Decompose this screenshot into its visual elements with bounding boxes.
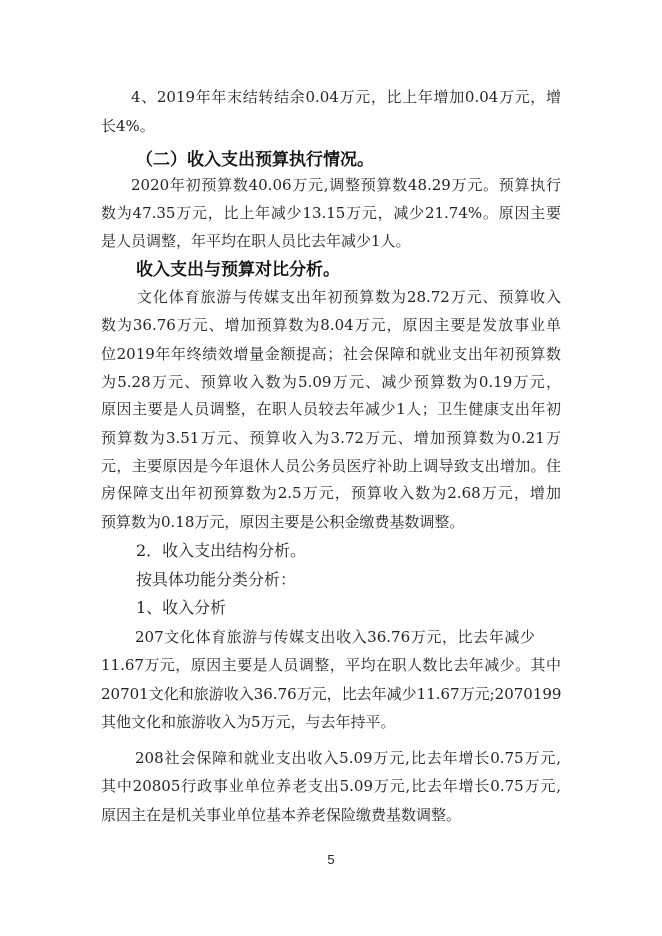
paragraph-line: 位2019年年终绩效增量金额提高；社会保障和就业支出年初预算数 [101,345,561,363]
paragraph-line: 房保障支出年初预算数为2.5万元，预算收入数为2.68万元，增加 [101,484,561,502]
paragraph-line: 原因主在是机关事业单位基本养老保险缴费基数调整。 [101,806,462,824]
paragraph-line: 是人员调整，年平均在职人员比去年减少1人。 [101,232,411,250]
page-number: 5 [327,852,335,867]
paragraph-line: 数为47.35万元，比上年减少13.15万元，减少21.74%。原因主要 [101,204,561,222]
paragraph-line: 11.67万元，原因主要是人员调整，平均在职人数比去年减少。其中 [101,656,561,674]
paragraph-line: 2020年初预算数40.06万元,调整预算数48.29万元。预算执行 [131,176,561,194]
paragraph-line: 其中20805行政事业单位养老支出5.09万元,比去年增长0.75万元, [101,777,561,795]
subsection-heading: 2．收入支出结构分析。 [136,541,307,560]
subsection-heading: 按具体功能分类分析： [136,570,297,589]
paragraph-line: 长4%。 [101,117,155,135]
paragraph-line: 其他文化和旅游收入为5万元，与去年持平。 [101,713,396,731]
subsection-heading: 1、收入分析 [136,598,227,617]
paragraph-line: 预算数为0.18万元，原因主要是公积金缴费基数调整。 [101,513,465,531]
section-heading: 收入支出与预算对比分析。 [136,260,340,280]
paragraph-line: 文化体育旅游与传媒支出年初预算数为28.72万元、预算收入 [137,288,561,306]
paragraph-line: 4、2019年年末结转结余0.04万元，比上年增加0.04万元，增 [131,88,561,106]
paragraph-line: 原因主要是人员调整，在职人员较去年减少1人；卫生健康支出年初 [101,400,561,418]
paragraph-line: 207文化体育旅游与传媒支出收入36.76万元，比去年减少 [135,628,535,646]
section-heading: （二）收入支出预算执行情况。 [136,150,374,170]
paragraph-line: 为5.28万元、预算收入数为5.09万元、减少预算数为0.19万元， [101,373,561,391]
paragraph-line: 预算数为3.51万元、预算收入为3.72万元、增加预算数为0.21万 [101,429,561,447]
paragraph-line: 20701文化和旅游收入36.76万元，比去年减少11.67万元;2070199 [101,685,562,703]
paragraph-line: 208社会保障和就业支出收入5.09万元,比去年增长0.75万元, [135,749,561,767]
paragraph-line: 数为36.76万元、增加预算数为8.04万元，原因主要是发放事业单 [101,316,561,334]
paragraph-line: 元，主要原因是今年退休人员公务员医疗补助上调导致支出增加。住 [101,457,561,475]
